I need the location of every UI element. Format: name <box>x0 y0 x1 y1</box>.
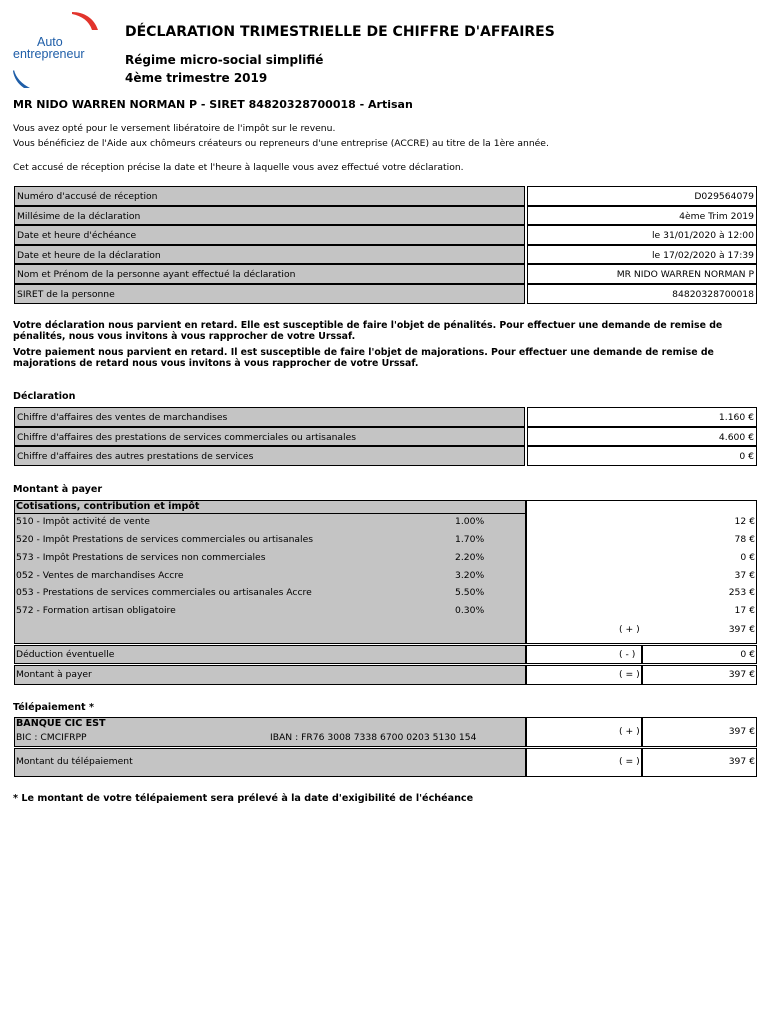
late-payment-warning <box>13 347 733 369</box>
table-row <box>14 186 757 206</box>
logo-text-auto: Auto <box>37 35 63 49</box>
document-title: DÉCLARATION TRIMESTRIELLE DE CHIFFRE D'AFFAIRES <box>125 24 555 40</box>
identity-line: MR NIDO WARREN NORMAN P - SIRET 84820328700018 - Artisan <box>13 98 413 111</box>
contribution-amount: 0 € <box>740 552 755 563</box>
table-row <box>14 446 757 466</box>
receipt-value: D029564079 <box>527 186 757 206</box>
contributions-amount-block <box>526 500 757 644</box>
contributions-subheading: Cotisations, contribution et impôt <box>16 501 200 512</box>
receipt-value: le 17/02/2020 à 17:39 <box>527 245 757 265</box>
contribution-rate: 5.50% <box>455 587 485 598</box>
warning-line: Votre paiement nous parvient en retard. Il est susceptible de faire l'objet de majorations. Pour effectuer une demande de remise de <box>13 347 714 358</box>
declaration-label: Chiffre d'affaires des autres prestations de services <box>14 446 525 466</box>
table-row <box>14 225 757 245</box>
telepayment-heading: Télépaiement * <box>13 702 94 713</box>
contribution-amount: 12 € <box>734 516 755 527</box>
receipt-value: 84820328700018 <box>527 284 757 304</box>
deduction-label: Déduction éventuelle <box>16 649 115 660</box>
regime-label: Régime micro-social simplifié <box>125 53 324 67</box>
receipt-label: Numéro d'accusé de réception <box>14 186 525 206</box>
table-row <box>14 264 757 284</box>
telepayment-table <box>14 717 757 777</box>
telepayment-total-label: Montant du télépaiement <box>16 756 133 767</box>
telepayment-operator: ( + ) <box>619 726 640 737</box>
logo-text-entrepreneur: entrepreneur <box>13 47 85 61</box>
contribution-rate: 0.30% <box>455 605 485 616</box>
warning-line: majorations de retard nous vous invitons à vous rapprocher de votre Urssaf. <box>13 358 419 369</box>
bank-name: BANQUE CIC EST <box>16 718 106 729</box>
declaration-label: Chiffre d'affaires des ventes de marchandises <box>14 407 525 427</box>
declaration-label: Chiffre d'affaires des prestations de services commerciales ou artisanales <box>14 427 525 447</box>
bic-code: BIC : CMCIFRPP <box>16 732 87 743</box>
receipt-label: Millésime de la déclaration <box>14 206 525 226</box>
total-label: Montant à payer <box>16 669 92 680</box>
contribution-amount: 253 € <box>728 587 755 598</box>
telepayment-total-amount: 397 € <box>728 756 755 767</box>
contribution-amount: 78 € <box>734 534 755 545</box>
logo-swoosh-bottom-icon <box>12 68 34 90</box>
contribution-rate: 1.00% <box>455 516 485 527</box>
contribution-rate: 1.70% <box>455 534 485 545</box>
subtotal-amount: 397 € <box>728 624 755 635</box>
declaration-value: 4.600 € <box>527 427 757 447</box>
receipt-label: SIRET de la personne <box>14 284 525 304</box>
declaration-value: 0 € <box>527 446 757 466</box>
deduction-operator: ( - ) <box>619 649 636 660</box>
warning-line: Votre déclaration nous parvient en retard. Elle est susceptible de faire l'objet de pénalités. Pour effectuer une demande de remise de <box>13 320 723 331</box>
contribution-rate: 2.20% <box>455 552 485 563</box>
contribution-label: 573 - Impôt Prestations de services non commerciales <box>16 552 266 563</box>
intro-line-1: Vous avez opté pour le versement libératoire de l'impôt sur le revenu. <box>13 123 336 134</box>
contribution-rate: 3.20% <box>455 570 485 581</box>
receipt-table <box>14 186 757 304</box>
warning-line: pénalités, nous vous invitons à vous rapprocher de votre Urssaf. <box>13 331 356 342</box>
intro-line-2: Vous bénéficiez de l'Aide aux chômeurs créateurs ou repreneurs d'une entreprise (ACCRE) au titre de la 1ère année. <box>13 138 549 149</box>
deduction-amount: 0 € <box>740 649 755 660</box>
declaration-table <box>14 407 757 466</box>
subtotal-operator: ( + ) <box>619 624 640 635</box>
total-operator: ( = ) <box>619 669 640 680</box>
receipt-label: Nom et Prénom de la personne ayant effectué la déclaration <box>14 264 525 284</box>
table-row <box>14 407 757 427</box>
contribution-amount: 17 € <box>734 605 755 616</box>
table-row <box>14 206 757 226</box>
iban-code: IBAN : FR76 3008 7338 6700 0203 5130 154 <box>270 732 477 743</box>
total-amount: 397 € <box>728 669 755 680</box>
contribution-amount: 37 € <box>734 570 755 581</box>
receipt-value: 4ème Trim 2019 <box>527 206 757 226</box>
receipt-label: Date et heure de la déclaration <box>14 245 525 265</box>
intro-line-3: Cet accusé de réception précise la date et l'heure à laquelle vous avez effectué votre déclaration. <box>13 162 464 173</box>
contribution-label: 510 - Impôt activité de vente <box>16 516 150 527</box>
footnote: * Le montant de votre télépaiement sera prélevé à la date d'exigibilité de l'échéance <box>13 793 474 804</box>
table-row <box>14 284 757 304</box>
payment-heading: Montant à payer <box>13 484 103 495</box>
declaration-value: 1.160 € <box>527 407 757 427</box>
auto-entrepreneur-logo <box>10 10 100 90</box>
contribution-label: 053 - Prestations de services commerciales ou artisanales Accre <box>16 587 312 598</box>
divider <box>14 513 526 514</box>
contribution-label: 572 - Formation artisan obligatoire <box>16 605 176 616</box>
receipt-value: le 31/01/2020 à 12:00 <box>527 225 757 245</box>
logo-swoosh-top-icon <box>70 10 100 32</box>
contribution-label: 520 - Impôt Prestations de services commerciales ou artisanales <box>16 534 314 545</box>
receipt-label: Date et heure d'échéance <box>14 225 525 245</box>
table-row <box>14 245 757 265</box>
declaration-heading: Déclaration <box>13 391 76 402</box>
late-declaration-warning <box>13 320 733 342</box>
contributions-table <box>14 500 757 685</box>
telepayment-total-operator: ( = ) <box>619 756 640 767</box>
period-label: 4ème trimestre 2019 <box>125 71 268 85</box>
contribution-label: 052 - Ventes de marchandises Accre <box>16 570 184 581</box>
telepayment-amount: 397 € <box>728 726 755 737</box>
receipt-value: MR NIDO WARREN NORMAN P <box>527 264 757 284</box>
table-row <box>14 427 757 447</box>
